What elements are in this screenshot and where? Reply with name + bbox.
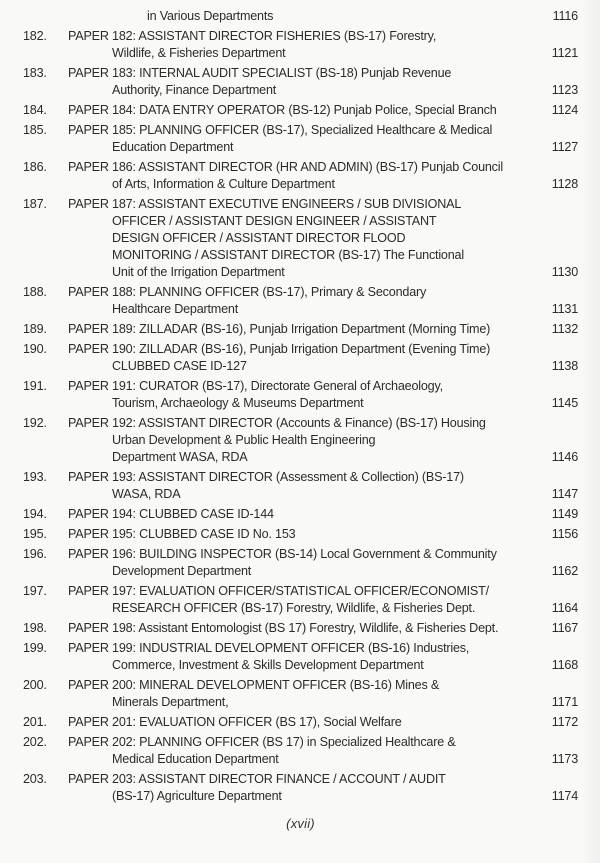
entry-line: Education Department — [112, 140, 234, 154]
entry-line: PAPER 186: ASSISTANT DIRECTOR (HR AND ADMIN) (BS-17) Punjab Council — [68, 160, 503, 174]
entry-number: 188. — [23, 285, 47, 299]
toc-row — [23, 196, 578, 213]
toc-row — [23, 230, 578, 247]
toc-row — [23, 341, 578, 358]
entry-line: PAPER 188: PLANNING OFFICER (BS-17), Primary & Secondary — [68, 285, 427, 299]
toc-row — [23, 546, 578, 563]
toc-row — [23, 139, 578, 156]
entry-line: PAPER 195: CLUBBED CASE ID No. 153 — [68, 527, 296, 541]
toc-entry — [23, 526, 578, 543]
toc-row — [23, 771, 578, 788]
toc-row — [23, 600, 578, 617]
toc-entry — [23, 196, 578, 281]
toc-row — [23, 415, 578, 432]
entry-number: 203. — [23, 772, 47, 786]
entry-line: PAPER 189: ZILLADAR (BS-16), Punjab Irrigation Department (Morning Time) — [68, 322, 491, 336]
toc-row — [23, 640, 578, 657]
entry-number: 196. — [23, 547, 47, 561]
entry-line: Development Department — [112, 564, 252, 578]
entry-line: PAPER 200: MINERAL DEVELOPMENT OFFICER (BS-16) Mines & — [68, 678, 440, 692]
entry-page: 1149 — [551, 507, 578, 521]
entry-number: 195. — [23, 527, 47, 541]
entry-page: 1145 — [551, 396, 578, 410]
entry-line: PAPER 193: ASSISTANT DIRECTOR (Assessment & Collection) (BS-17) — [68, 470, 464, 484]
entry-page: 1167 — [551, 621, 578, 635]
toc-entry — [23, 734, 578, 768]
entry-number: 182. — [23, 29, 47, 43]
toc-row — [23, 247, 578, 264]
toc-entry — [23, 321, 578, 338]
entry-line: Unit of the Irrigation Department — [112, 265, 285, 279]
entry-number: 200. — [23, 678, 47, 692]
page-number-label: (xvii) — [286, 816, 315, 831]
entry-page: 1147 — [551, 487, 578, 501]
entry-page: 1116 — [552, 9, 578, 23]
toc-entry — [23, 341, 578, 375]
entry-line: RESEARCH OFFICER (BS-17) Forestry, Wildlife, & Fisheries Dept. — [112, 601, 476, 615]
toc-row — [23, 45, 578, 62]
toc-row — [23, 657, 578, 674]
entry-page: 1132 — [551, 322, 578, 336]
entry-line: PAPER 182: ASSISTANT DIRECTOR FISHERIES (BS-17) Forestry, — [68, 29, 437, 43]
toc-row — [23, 102, 578, 119]
toc-entry — [23, 714, 578, 731]
entry-number: 202. — [23, 735, 47, 749]
entry-line: (BS-17) Agriculture Department — [112, 789, 282, 803]
toc-entry — [23, 583, 578, 617]
toc-entry — [23, 677, 578, 711]
toc-entry — [23, 640, 578, 674]
toc-entry — [23, 284, 578, 318]
toc-entry — [23, 620, 578, 637]
entry-line: Authority, Finance Department — [112, 83, 277, 97]
entry-page: 1168 — [551, 658, 578, 672]
entry-number: 192. — [23, 416, 47, 430]
toc-row — [23, 82, 578, 99]
toc-row — [23, 159, 578, 176]
toc-row — [23, 714, 578, 731]
entry-number: 194. — [23, 507, 47, 521]
entry-page: 1138 — [551, 359, 578, 373]
entry-line: DESIGN OFFICER / ASSISTANT DIRECTOR FLOOD — [112, 231, 406, 245]
entry-page: 1131 — [551, 302, 578, 316]
entry-number: 186. — [23, 160, 47, 174]
entry-line: PAPER 183: INTERNAL AUDIT SPECIALIST (BS-18) Punjab Revenue — [68, 66, 452, 80]
entry-page: 1124 — [551, 103, 578, 117]
entry-number: 185. — [23, 123, 47, 137]
toc-entry — [23, 8, 578, 25]
entry-number: 184. — [23, 103, 47, 117]
entry-number: 201. — [23, 715, 47, 729]
entry-page: 1173 — [551, 752, 578, 766]
toc-row — [23, 8, 578, 25]
toc-entry — [23, 546, 578, 580]
toc-row — [23, 526, 578, 543]
entry-line: PAPER 194: CLUBBED CASE ID-144 — [68, 507, 274, 521]
entry-line: Healthcare Department — [112, 302, 238, 316]
entry-line: Urban Development & Public Health Engineering — [112, 433, 376, 447]
toc-row — [23, 176, 578, 193]
entry-number: 198. — [23, 621, 47, 635]
toc-row — [23, 694, 578, 711]
toc-row — [23, 321, 578, 338]
entry-line: Commerce, Investment & Skills Development Department — [112, 658, 424, 672]
toc-row — [23, 264, 578, 281]
toc-row — [23, 432, 578, 449]
entry-line: PAPER 199: INDUSTRIAL DEVELOPMENT OFFICER (BS-16) Industries, — [68, 641, 470, 655]
toc-entry — [23, 65, 578, 99]
entry-line: PAPER 185: PLANNING OFFICER (BS-17), Specialized Healthcare & Medical — [68, 123, 493, 137]
entry-page: 1130 — [551, 265, 578, 279]
entry-page: 1121 — [551, 46, 578, 60]
entry-page: 1127 — [551, 140, 578, 154]
entry-page: 1174 — [551, 789, 578, 803]
toc-row — [23, 563, 578, 580]
entry-number: 187. — [23, 197, 47, 211]
entry-line: MONITORING / ASSISTANT DIRECTOR (BS-17) The Functional — [112, 248, 464, 262]
entry-line: PAPER 187: ASSISTANT EXECUTIVE ENGINEERS / SUB DIVISIONAL — [68, 197, 462, 211]
toc-row — [23, 677, 578, 694]
page-footer — [23, 816, 578, 831]
entry-line: PAPER 190: ZILLADAR (BS-16), Punjab Irrigation Department (Evening Time) — [68, 342, 491, 356]
entry-number: 189. — [23, 322, 47, 336]
entry-line: WASA, RDA — [112, 487, 181, 501]
toc-row — [23, 506, 578, 523]
entry-line: PAPER 203: ASSISTANT DIRECTOR FINANCE / ACCOUNT / AUDIT — [68, 772, 446, 786]
entry-line: PAPER 198: Assistant Entomologist (BS 17) Forestry, Wildlife, & Fisheries Dept. — [68, 621, 499, 635]
toc-entry — [23, 771, 578, 805]
toc-entry — [23, 378, 578, 412]
toc-row — [23, 378, 578, 395]
entry-page: 1171 — [551, 695, 578, 709]
toc-row — [23, 122, 578, 139]
entry-number: 197. — [23, 584, 47, 598]
toc-row — [23, 301, 578, 318]
toc-row — [23, 734, 578, 751]
toc-entry — [23, 159, 578, 193]
toc-row — [23, 620, 578, 637]
entry-line: PAPER 201: EVALUATION OFFICER (BS 17), Social Welfare — [68, 715, 402, 729]
entry-number: 199. — [23, 641, 47, 655]
entry-page: 1162 — [551, 564, 578, 578]
entry-line: CLUBBED CASE ID-127 — [112, 359, 247, 373]
toc-row — [23, 469, 578, 486]
toc-entry — [23, 469, 578, 503]
entry-line: OFFICER / ASSISTANT DESIGN ENGINEER / ASSISTANT — [112, 214, 437, 228]
entry-line: of Arts, Information & Culture Department — [112, 177, 335, 191]
toc-entry — [23, 28, 578, 62]
entry-line: PAPER 202: PLANNING OFFICER (BS 17) in Specialized Healthcare & — [68, 735, 456, 749]
entry-number: 183. — [23, 66, 47, 80]
entry-number: 191. — [23, 379, 47, 393]
toc-row — [23, 486, 578, 503]
entry-line: PAPER 192: ASSISTANT DIRECTOR (Accounts & Finance) (BS-17) Housing — [68, 416, 486, 430]
entry-line: PAPER 184: DATA ENTRY OPERATOR (BS-12) Punjab Police, Special Branch — [68, 103, 497, 117]
toc-list — [23, 8, 578, 805]
toc-row — [23, 449, 578, 466]
entry-page: 1128 — [551, 177, 578, 191]
entry-line: PAPER 196: BUILDING INSPECTOR (BS-14) Local Government & Community — [68, 547, 497, 561]
toc-row — [23, 395, 578, 412]
toc-row — [23, 65, 578, 82]
entry-line: PAPER 191: CURATOR (BS-17), Directorate General of Archaeology, — [68, 379, 443, 393]
entry-line: in Various Departments — [147, 9, 274, 23]
toc-row — [23, 284, 578, 301]
entry-line: Department WASA, RDA — [112, 450, 248, 464]
entry-page: 1172 — [551, 715, 578, 729]
entry-page: 1146 — [551, 450, 578, 464]
toc-row — [23, 28, 578, 45]
entry-line: Wildlife, & Fisheries Department — [112, 46, 286, 60]
entry-page: 1156 — [551, 527, 578, 541]
toc-row — [23, 751, 578, 768]
entry-line: Tourism, Archaeology & Museums Department — [112, 396, 364, 410]
entry-page: 1164 — [551, 601, 578, 615]
toc-entry — [23, 415, 578, 466]
entry-page: 1123 — [551, 83, 578, 97]
entry-number: 190. — [23, 342, 47, 356]
toc-entry — [23, 122, 578, 156]
toc-entry — [23, 506, 578, 523]
toc-row — [23, 788, 578, 805]
entry-line: PAPER 197: EVALUATION OFFICER/STATISTICAL OFFICER/ECONOMIST/ — [68, 584, 489, 598]
toc-row — [23, 213, 578, 230]
entry-line: Minerals Department, — [112, 695, 229, 709]
entry-line: Medical Education Department — [112, 752, 279, 766]
entry-number: 193. — [23, 470, 47, 484]
toc-row — [23, 583, 578, 600]
toc-row — [23, 358, 578, 375]
toc-entry — [23, 102, 578, 119]
